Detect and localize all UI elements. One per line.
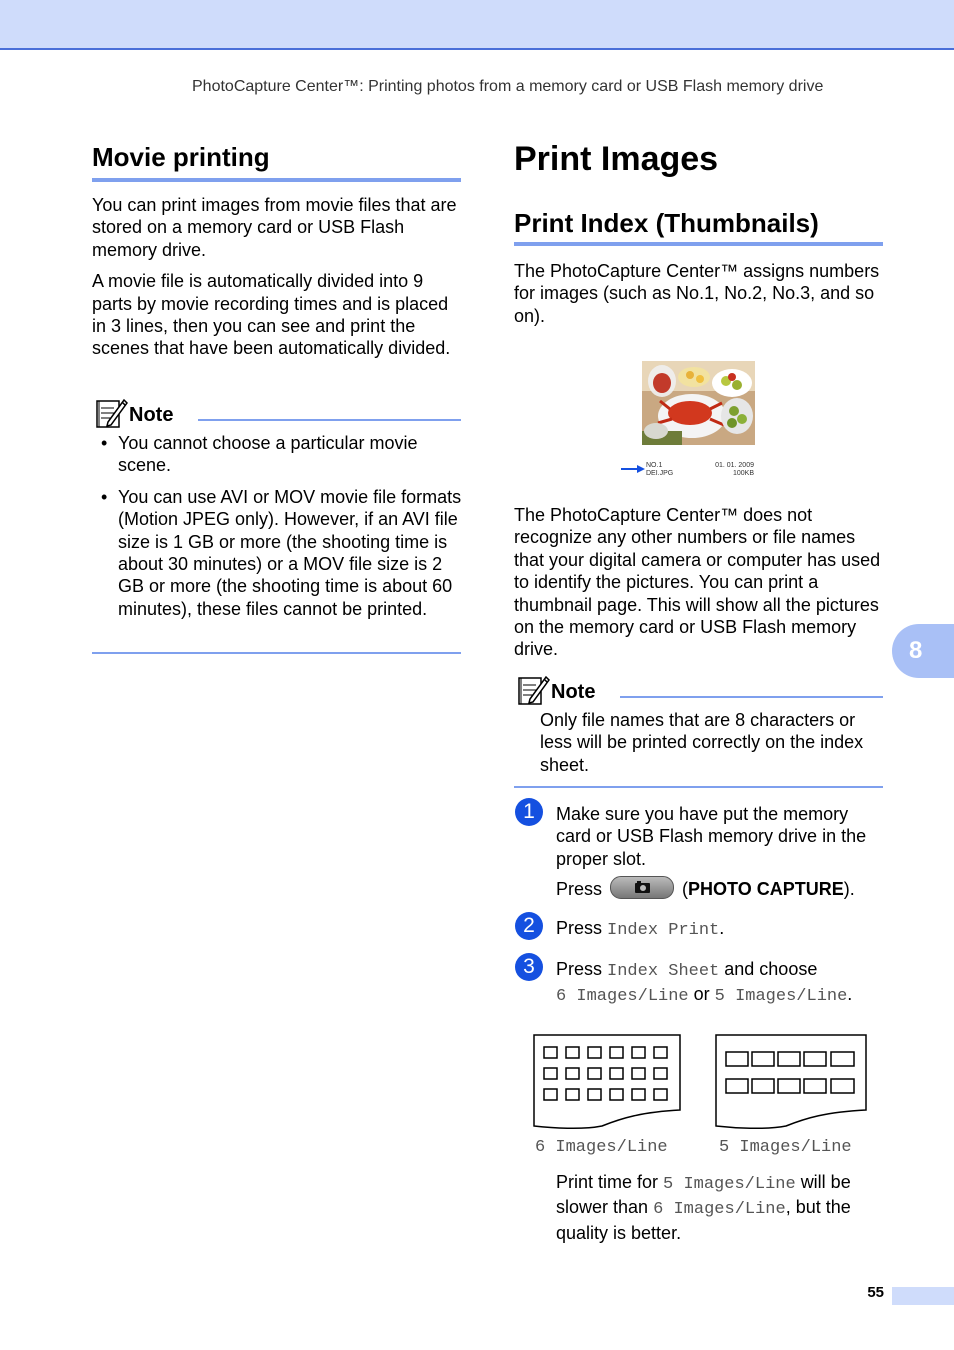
camera-icon — [611, 877, 673, 898]
chapter-tab: 8 — [892, 624, 954, 678]
top-banner — [0, 0, 954, 50]
step-2-text: Press Index Print. — [556, 918, 725, 940]
note-rule — [620, 696, 883, 698]
note-title: Note — [551, 681, 596, 703]
note-text: Only file names that are 8 characters or less will be printed correctly on the index sheet. — [540, 710, 864, 775]
layout-6-images-illustration — [532, 1034, 682, 1130]
menu-index-sheet: Index Sheet — [607, 962, 720, 981]
index-para-1: The PhotoCapture Center™ assigns numbers for images (such as No.1, No.2, No.3, and so on). — [514, 261, 880, 326]
page-title: Print Images — [514, 140, 719, 178]
photo-capture-button[interactable] — [610, 876, 674, 899]
note-bullet: • You can use AVI or MOV movie file formats (Motion JPEG only). However, if an AVI file size is 1 GB or more (the shooting time is about 30 minutes) or a MOV file size is 2 GB or more (the shooting time is about 60 minutes), these files cannot be printed. — [92, 486, 462, 620]
layout-label-6: 6 Images/Line — [535, 1138, 668, 1157]
option-6-images: 6 Images/Line — [556, 987, 689, 1007]
print-time-note: Print time for 5 Images/Line will be slower than 6 Images/Line, but the quality is better. — [556, 1172, 851, 1243]
note-end-rule — [92, 652, 461, 654]
step-number-3: 3 — [515, 953, 543, 981]
heading-rule — [92, 178, 461, 182]
section-heading-movie-printing: Movie printing — [92, 142, 270, 172]
note-title: Note — [129, 404, 174, 426]
running-head: PhotoCapture Center™: Printing photos from a memory card or USB Flash memory drive — [192, 78, 824, 95]
step-1-press: Press (PHOTO CAPTURE). — [556, 876, 886, 900]
movie-para-2: A movie file is automatically divided into 9 parts by movie recording times and is placed in 3 lines, then you can see and print the scenes that have been automatically divided. — [92, 271, 451, 359]
note-bullet: • You cannot choose a particular movie scene. — [92, 432, 462, 477]
note-pencil-icon — [516, 673, 552, 707]
thumbnail-photo — [642, 361, 755, 445]
arrow-right-icon — [621, 460, 645, 468]
note-end-rule — [514, 786, 883, 788]
menu-index-print: Index Print — [607, 921, 720, 940]
heading-rule — [514, 242, 883, 246]
page-number: 55 — [867, 1284, 884, 1301]
layout-label-5: 5 Images/Line — [719, 1138, 852, 1157]
note-rule — [198, 419, 461, 421]
section-heading-print-index: Print Index (Thumbnails) — [514, 208, 819, 238]
option-5-images: 5 Images/Line — [714, 987, 848, 1007]
step-number-2: 2 — [515, 912, 543, 940]
step-1-text: Make sure you have put the memory card or USB Flash memory drive in the proper slot. — [556, 804, 867, 869]
step-number-1: 1 — [515, 798, 543, 826]
movie-note — [92, 432, 462, 629]
movie-body — [92, 194, 464, 360]
step-3-text: Press Index Sheet and choose 6 Images/Line or 5 Images/Line. — [556, 959, 853, 1007]
thumbnail-caption-right: 01. 01. 2009 100KB — [715, 462, 754, 477]
page-number-bar — [892, 1287, 954, 1305]
index-para-2: The PhotoCapture Center™ does not recognize any other numbers or file names that your digital camera or computer has used to identify the pictures. You can print a thumbnail page. This will show all the pictures on the memory card or USB Flash memory drive. — [514, 505, 881, 660]
note-pencil-icon — [94, 396, 130, 430]
movie-para-1: You can print images from movie files that are stored on a memory card or USB Flash memory drive. — [92, 195, 457, 260]
thumbnail-caption-left: NO.1 DEI.JPG — [646, 462, 674, 477]
layout-5-images-illustration — [714, 1034, 868, 1130]
